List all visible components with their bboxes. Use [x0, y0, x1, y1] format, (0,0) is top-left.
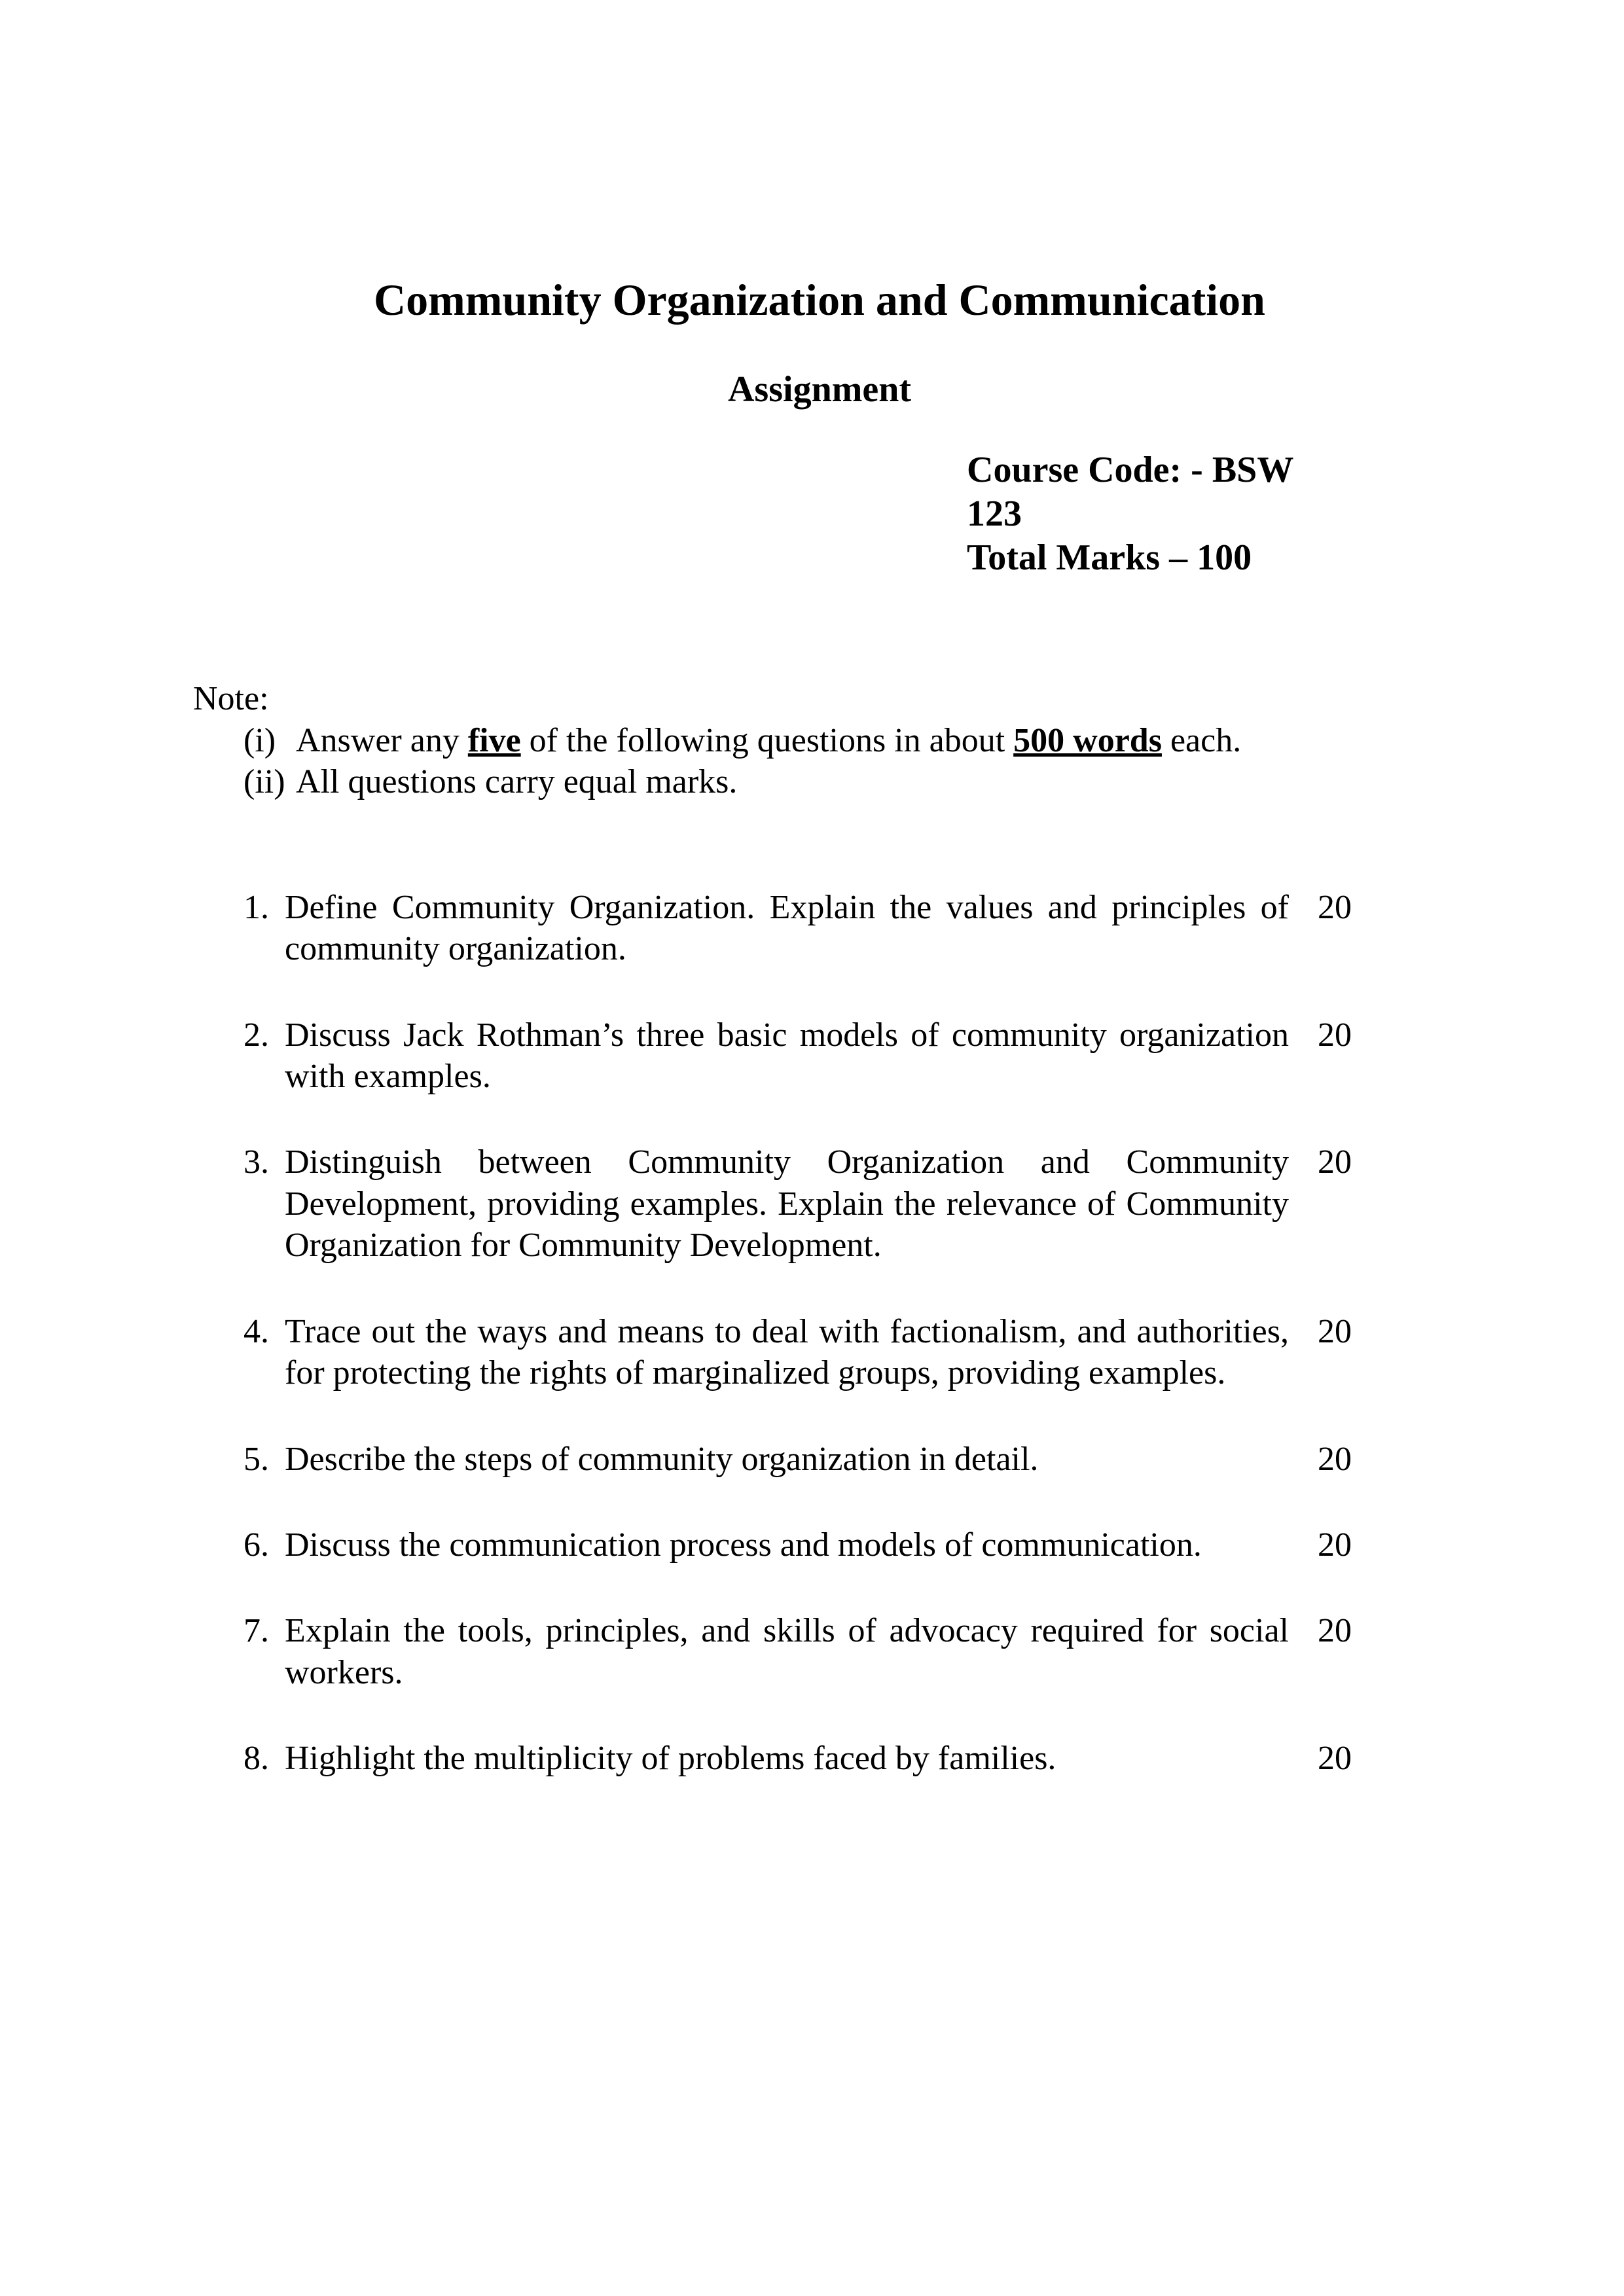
assignment-heading: Assignment	[727, 368, 912, 410]
course-code: Course Code: - BSW 123	[967, 449, 1293, 534]
question-number: 2.	[244, 1016, 269, 1054]
document-title: Community Organization and Communication	[374, 275, 1265, 325]
question-marks: 20	[1318, 1016, 1352, 1054]
total-marks: Total Marks – 100	[967, 537, 1252, 579]
note-text-segment: Answer any	[296, 721, 468, 759]
question-row-7	[244, 1610, 1352, 1693]
question-row-8	[244, 1738, 1352, 1779]
note-item-ii	[244, 761, 1352, 802]
question-text: Explain the tools, principles, and skills of advocacy required for social workers.	[285, 1612, 1289, 1691]
question-row-4	[244, 1311, 1352, 1394]
note-section	[193, 678, 1352, 802]
question-number: 8.	[244, 1740, 269, 1778]
question-marks: 20	[1318, 1440, 1352, 1478]
question-number: 1.	[244, 888, 269, 926]
question-marks: 20	[1318, 1612, 1352, 1650]
question-row-1	[244, 887, 1352, 970]
question-text: Highlight the multiplicity of problems faced by families.	[285, 1740, 1056, 1778]
note-text: All questions carry equal marks.	[296, 763, 738, 801]
note-text	[296, 720, 1352, 761]
question-number: 7.	[244, 1612, 269, 1650]
question-number: 4.	[244, 1312, 269, 1350]
question-text: Discuss the communication process and models of communication.	[285, 1526, 1202, 1564]
question-text: Discuss Jack Rothman’s three basic models of community organization with examples.	[285, 1016, 1289, 1095]
question-number: 5.	[244, 1440, 269, 1478]
question-list	[193, 887, 1352, 1780]
question-text: Trace out the ways and means to deal with factionalism, and authorities, for protecting the rights of marginalized groups, providing examples.	[285, 1312, 1289, 1392]
note-text-segment: of the following questions in about	[520, 721, 1014, 759]
question-number: 6.	[244, 1526, 269, 1564]
question-marks: 20	[1318, 1312, 1352, 1350]
question-number: 3.	[244, 1143, 269, 1181]
question-row-3	[244, 1141, 1352, 1266]
question-text: Distinguish between Community Organization and Community Development, providing examples. Explain the relevance of Community Organization for Community Development.	[285, 1143, 1289, 1265]
question-row-2	[244, 1014, 1352, 1098]
question-marks: 20	[1318, 1740, 1352, 1778]
question-marks: 20	[1318, 888, 1352, 926]
note-marker: (i)	[244, 721, 276, 759]
note-label: Note:	[193, 680, 269, 718]
question-text: Describe the steps of community organization in detail.	[285, 1440, 1039, 1478]
note-emphasis-500-words: 500 words	[1013, 721, 1162, 759]
note-marker: (ii)	[244, 763, 285, 801]
question-marks: 20	[1318, 1526, 1352, 1564]
question-row-6	[244, 1524, 1352, 1566]
note-emphasis-five: five	[467, 721, 521, 759]
question-text: Define Community Organization. Explain the values and principles of community organization.	[285, 888, 1289, 968]
question-marks: 20	[1318, 1143, 1352, 1181]
question-row-5	[244, 1439, 1352, 1480]
note-text-segment: each.	[1161, 721, 1242, 759]
note-item-i	[244, 720, 1352, 761]
course-meta-block	[967, 448, 1352, 581]
